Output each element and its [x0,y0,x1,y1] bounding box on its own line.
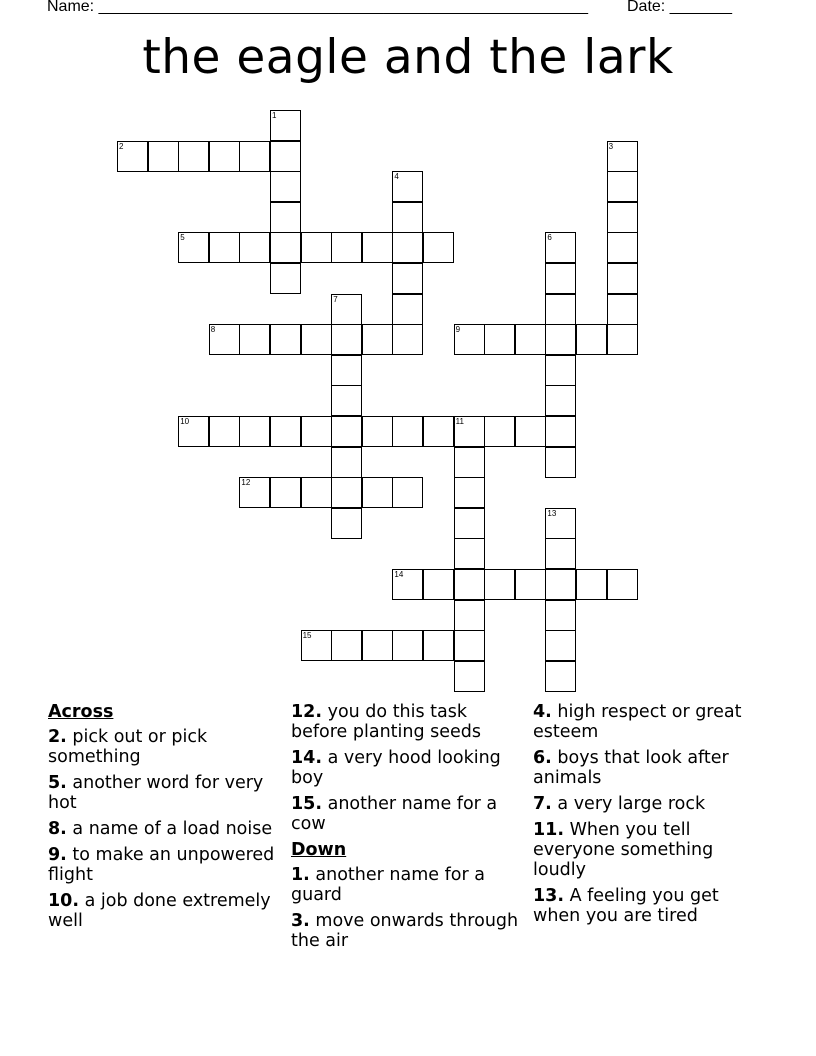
grid-cell[interactable] [392,202,423,233]
clue-across-8: 8. a name of a load noise [48,819,273,839]
clue-across-15: 15. another name for a cow [291,794,498,834]
grid-cell[interactable] [331,294,362,325]
grid-cell[interactable] [515,324,546,355]
grid-cell[interactable] [270,324,301,355]
grid-cell[interactable] [178,141,209,172]
clue-number: 15 [302,631,312,641]
clue-number: 12 [241,478,251,488]
grid-cell[interactable] [392,477,423,508]
grid-cell[interactable] [270,416,301,447]
grid-cell[interactable] [178,416,209,447]
clue-number: 4 [394,172,399,182]
name-field-label: Name: _______________________________________________________ [47,0,588,15]
across-heading: Across [48,702,114,722]
grid-cell[interactable] [454,324,485,355]
grid-cell[interactable] [545,232,576,263]
grid-cell[interactable] [209,141,240,172]
clue-number: 10 [180,417,190,426]
grid-cell[interactable] [392,232,423,263]
grid-cell[interactable] [301,630,332,661]
grid-cell[interactable] [270,171,301,202]
grid-cell[interactable] [607,171,638,202]
clue-number: 14 [394,570,404,579]
grid-cell[interactable] [270,263,301,294]
grid-cell[interactable] [117,141,148,172]
clue-number: 2 [119,141,124,151]
grid-cell[interactable] [392,263,423,294]
grid-cell[interactable] [454,416,485,447]
clue-across-9: 9. to make an unpowered flight [48,845,275,885]
clue-down-7: 7. a very large rock [533,794,706,814]
grid-cell[interactable] [545,630,576,661]
grid-cell[interactable] [454,538,485,569]
grid-cell[interactable] [423,416,454,447]
grid-cell[interactable] [209,416,240,447]
grid-cell[interactable] [331,447,362,478]
date-field-label: Date: _______ [627,0,732,15]
grid-cell[interactable] [301,324,332,355]
down-heading: Down [291,840,347,860]
grid-cell[interactable] [607,232,638,263]
grid-cell[interactable] [545,447,576,478]
grid-cell[interactable] [454,508,485,539]
grid-cell[interactable] [454,477,485,508]
grid-cell[interactable] [178,232,209,263]
grid-cell[interactable] [392,324,423,355]
grid-cell[interactable] [515,416,546,447]
grid-cell[interactable] [362,324,393,355]
grid-cell[interactable] [423,630,454,661]
clue-number: 13 [547,508,557,518]
clues-column-2 [291,702,526,957]
grid-cell[interactable] [545,385,576,416]
grid-cell[interactable] [545,600,576,631]
grid-cell[interactable] [484,416,515,447]
clue-number: 3 [608,141,614,151]
grid-cell[interactable] [239,324,270,355]
grid-cell[interactable] [545,324,576,355]
grid-cell[interactable] [607,141,638,172]
grid-cell[interactable] [239,232,270,263]
grid-cell[interactable] [362,477,393,508]
grid-cell[interactable] [454,630,485,661]
clue-number: 9 [455,325,461,335]
grid-cell[interactable] [545,508,576,539]
grid-cell[interactable] [392,294,423,325]
grid-cell[interactable] [515,569,546,600]
grid-cell[interactable] [545,538,576,569]
clue-number: 8 [210,325,216,335]
grid-cell[interactable] [423,569,454,600]
grid-cell[interactable] [270,141,301,172]
grid-cell[interactable] [545,294,576,325]
grid-cell[interactable] [607,569,638,600]
grid-cell[interactable] [239,416,270,447]
clue-number: 6 [547,233,552,243]
grid-cell[interactable] [301,416,332,447]
grid-cell[interactable] [362,630,393,661]
grid-cell[interactable] [484,324,515,355]
clue-across-14: 14. a very hood looking boy [291,748,501,788]
clue-number: 7 [333,294,338,304]
grid-cell[interactable] [545,416,576,447]
grid-cell[interactable] [607,324,638,355]
grid-cell[interactable] [301,477,332,508]
clue-across-10: 10. a job done extremely well [48,891,271,931]
grid-cell[interactable] [331,232,362,263]
grid-cell[interactable] [331,416,362,447]
grid-cell[interactable] [576,324,607,355]
grid-cell[interactable] [331,508,362,539]
clue-down-6: 6. boys that look after animals [533,748,729,788]
grid-cell[interactable] [331,477,362,508]
page-title: the eagle and the lark [142,30,674,85]
grid-cell[interactable] [362,416,393,447]
grid-cell[interactable] [607,202,638,233]
grid-cell[interactable] [331,324,362,355]
grid-cell[interactable] [331,355,362,386]
clue-down-13: 13. A feeling you get when you are tired [533,886,719,926]
grid-cell[interactable] [607,294,638,325]
grid-cell[interactable] [209,232,240,263]
grid-cell[interactable] [545,263,576,294]
grid-cell[interactable] [545,661,576,692]
grid-cell[interactable] [454,600,485,631]
grid-cell[interactable] [331,630,362,661]
clue-down-4: 4. high respect or great esteem [533,702,742,742]
grid-cell[interactable] [270,232,301,263]
grid-cell[interactable] [270,110,301,141]
grid-cell[interactable] [392,630,423,661]
grid-cell[interactable] [545,569,576,600]
clue-number: 5 [180,233,185,243]
clue-down-3: 3. move onwards through the air [291,911,519,951]
grid-cell[interactable] [331,385,362,416]
grid-cell[interactable] [239,477,270,508]
grid-cell[interactable] [301,232,332,263]
grid-cell[interactable] [270,202,301,233]
grid-cell[interactable] [148,141,179,172]
clues-column-1 [48,702,283,937]
grid-cell[interactable] [270,477,301,508]
grid-cell[interactable] [392,416,423,447]
grid-cell[interactable] [392,569,423,600]
clue-down-1: 1. another name for a guard [291,865,485,905]
clue-across-2: 2. pick out or pick something [48,727,208,767]
grid-cell[interactable] [454,661,485,692]
grid-cell[interactable] [423,232,454,263]
grid-cell[interactable] [209,324,240,355]
clue-across-5: 5. another word for very hot [48,773,264,813]
grid-cell[interactable] [545,355,576,386]
clue-across-12: 12. you do this task before planting seeds [291,702,482,742]
clue-number: 11 [455,417,464,426]
grid-cell[interactable] [362,232,393,263]
grid-cell[interactable] [392,171,423,202]
clue-down-11: 11. When you tell everyone something loudly [533,820,714,880]
clues-column-3 [533,702,768,932]
grid-cell[interactable] [484,569,515,600]
grid-cell[interactable] [239,141,270,172]
grid-cell[interactable] [576,569,607,600]
grid-cell[interactable] [607,263,638,294]
grid-cell[interactable] [454,447,485,478]
clue-number: 1 [272,111,277,120]
grid-cell[interactable] [454,569,485,600]
